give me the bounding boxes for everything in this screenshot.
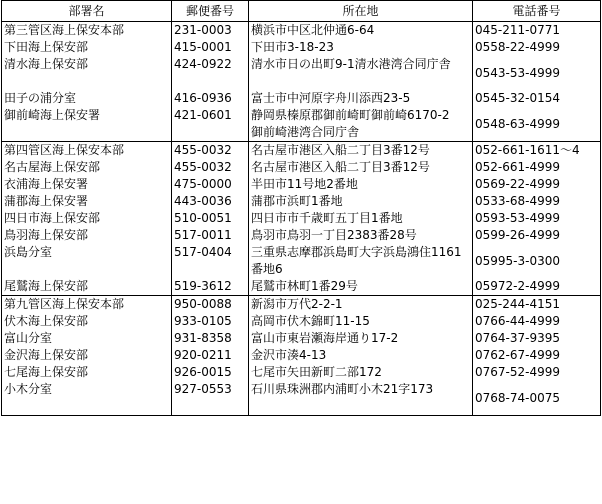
address-cell: 富山市東岩瀬海岸通り17-2	[249, 330, 473, 347]
phone-cell: 0548-63-4999	[473, 107, 601, 142]
phone-cell: 045-211-0771	[473, 22, 601, 40]
phone-cell: 0766-44-4999	[473, 313, 601, 330]
table-row	[2, 193, 601, 210]
postal-code-cell: 415-0001	[172, 39, 249, 56]
office-cell: 第三管区海上保安本部	[2, 22, 172, 40]
office-cell: 金沢海上保安部	[2, 347, 172, 364]
phone-cell: 0558-22-4999	[473, 39, 601, 56]
address-cell: 半田市11号地2番地	[249, 176, 473, 193]
postal-code-cell: 475-0000	[172, 176, 249, 193]
address-cell: 富士市中河原字舟川添西23-5	[249, 90, 473, 107]
phone-cell: 0768-74-0075	[473, 381, 601, 416]
phone-cell: 0762-67-4999	[473, 347, 601, 364]
postal-code-cell: 510-0051	[172, 210, 249, 227]
address-cell: 名古屋市港区入船二丁目3番12号	[249, 159, 473, 176]
address-cell: 清水市日の出町9-1清水港湾合同庁舎	[249, 56, 473, 90]
address-cell: 新潟市万代2-2-1	[249, 296, 473, 314]
table-row	[2, 22, 601, 40]
office-cell: 第九管区海上保安本部	[2, 296, 172, 314]
postal-code-cell: 443-0036	[172, 193, 249, 210]
phone-cell: 05972-2-4999	[473, 278, 601, 296]
district-group	[2, 296, 601, 416]
phone-cell: 05995-3-0300	[473, 244, 601, 278]
table-row	[2, 347, 601, 364]
postal-code-cell: 455-0032	[172, 142, 249, 160]
table-row	[2, 107, 601, 142]
address-cell: 静岡県榛原郡御前崎町御前崎6170-2 御前崎港湾合同庁舎	[249, 107, 473, 142]
table-row	[2, 244, 601, 278]
phone-cell: 052-661-1611～4	[473, 142, 601, 160]
address-cell: 金沢市湊4-13	[249, 347, 473, 364]
table-row	[2, 330, 601, 347]
address-cell: 名古屋市港区入船二丁目3番12号	[249, 142, 473, 160]
phone-cell: 0764-37-9395	[473, 330, 601, 347]
office-cell: 七尾海上保安部	[2, 364, 172, 381]
table-row	[2, 56, 601, 90]
office-cell: 小木分室	[2, 381, 172, 416]
coast-guard-office-table	[1, 0, 601, 416]
table-row	[2, 210, 601, 227]
phone-cell: 0533-68-4999	[473, 193, 601, 210]
address-cell: 石川県珠洲郡内浦町小木21字173	[249, 381, 473, 416]
office-cell: 四日市海上保安部	[2, 210, 172, 227]
office-cell: 衣浦海上保安署	[2, 176, 172, 193]
phone-cell: 0599-26-4999	[473, 227, 601, 244]
header-office: 部署名	[2, 1, 172, 22]
header-postal-code: 郵便番号	[172, 1, 249, 22]
header-address: 所在地	[249, 1, 473, 22]
postal-code-cell: 927-0553	[172, 381, 249, 416]
phone-cell: 0767-52-4999	[473, 364, 601, 381]
table-row	[2, 142, 601, 160]
phone-cell: 0543-53-4999	[473, 56, 601, 90]
phone-cell: 0545-32-0154	[473, 90, 601, 107]
address-cell: 尾鷲市林町1番29号	[249, 278, 473, 296]
table-row	[2, 278, 601, 296]
table-row	[2, 381, 601, 416]
table-row	[2, 313, 601, 330]
postal-code-cell: 926-0015	[172, 364, 249, 381]
district-group	[2, 142, 601, 296]
office-cell: 第四管区海上保安本部	[2, 142, 172, 160]
phone-cell: 025-244-4151	[473, 296, 601, 314]
phone-cell: 0593-53-4999	[473, 210, 601, 227]
phone-cell: 052-661-4999	[473, 159, 601, 176]
postal-code-cell: 519-3612	[172, 278, 249, 296]
postal-code-cell: 455-0032	[172, 159, 249, 176]
postal-code-cell: 950-0088	[172, 296, 249, 314]
office-cell: 鳥羽海上保安部	[2, 227, 172, 244]
table-row	[2, 90, 601, 107]
table-row	[2, 364, 601, 381]
postal-code-cell: 517-0011	[172, 227, 249, 244]
office-cell: 田子の浦分室	[2, 90, 172, 107]
postal-code-cell: 424-0922	[172, 56, 249, 90]
address-cell: 四日市市千歳町五丁目1番地	[249, 210, 473, 227]
office-cell: 浜島分室	[2, 244, 172, 278]
office-cell: 清水海上保安部	[2, 56, 172, 90]
address-cell: 三重県志摩郡浜島町大字浜島鴻住1161番地6	[249, 244, 473, 278]
district-group	[2, 22, 601, 142]
postal-code-cell: 231-0003	[172, 22, 249, 40]
office-cell: 伏木海上保安部	[2, 313, 172, 330]
office-cell: 尾鷲海上保安部	[2, 278, 172, 296]
table-row	[2, 296, 601, 314]
address-cell: 横浜市中区北仲通6-64	[249, 22, 473, 40]
address-cell: 鳥羽市鳥羽一丁目2383番28号	[249, 227, 473, 244]
address-cell: 蒲郡市浜町1番地	[249, 193, 473, 210]
office-cell: 名古屋海上保安部	[2, 159, 172, 176]
table-row	[2, 176, 601, 193]
office-cell: 蒲郡海上保安署	[2, 193, 172, 210]
postal-code-cell: 517-0404	[172, 244, 249, 278]
table-row	[2, 159, 601, 176]
postal-code-cell: 931-8358	[172, 330, 249, 347]
office-cell: 下田海上保安部	[2, 39, 172, 56]
header-row	[2, 1, 601, 22]
office-cell: 御前崎海上保安署	[2, 107, 172, 142]
header-phone: 電話番号	[473, 1, 601, 22]
postal-code-cell: 933-0105	[172, 313, 249, 330]
postal-code-cell: 416-0936	[172, 90, 249, 107]
table-row	[2, 227, 601, 244]
postal-code-cell: 421-0601	[172, 107, 249, 142]
office-cell: 富山分室	[2, 330, 172, 347]
address-cell: 高岡市伏木錦町11-15	[249, 313, 473, 330]
postal-code-cell: 920-0211	[172, 347, 249, 364]
address-cell: 七尾市矢田新町二部172	[249, 364, 473, 381]
address-cell: 下田市3-18-23	[249, 39, 473, 56]
table-row	[2, 39, 601, 56]
phone-cell: 0569-22-4999	[473, 176, 601, 193]
